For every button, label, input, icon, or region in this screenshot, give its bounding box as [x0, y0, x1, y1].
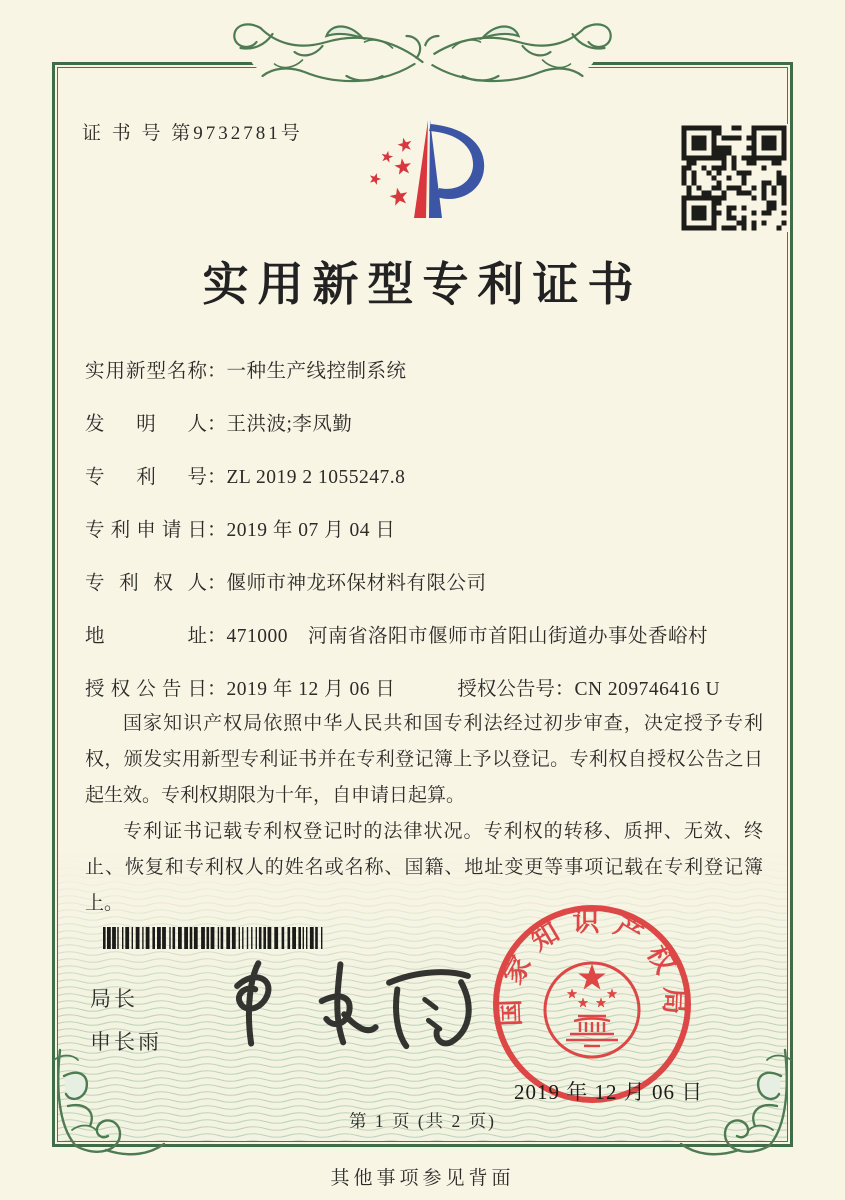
field-grant-number: 授权公告号 ： CN 209746416 U	[457, 676, 720, 703]
legal-paragraph-1: 国家知识产权局依照中华人民共和国专利法经过初步审查，决定授予专利权，颁发实用新型专利证书并在专利登记簿上予以登记。专利权自授权公告之日起生效。专利权期限为十年，自申请日起算。	[85, 713, 763, 806]
field-value: 王洪波;李凤勤	[226, 414, 353, 435]
director-title: 局长	[90, 987, 138, 1011]
field-value: 一种生产线控制系统	[226, 361, 407, 382]
legal-text	[85, 706, 763, 922]
field-label: 授权公告日	[85, 679, 207, 700]
issue-date: 2019 年 12 月 06 日	[514, 1080, 704, 1104]
qr-code	[680, 124, 788, 232]
field-value: 偃师市神龙环保材料有限公司	[226, 573, 487, 594]
field-label: 专利号	[85, 467, 207, 488]
dragon-ornament	[225, 12, 620, 94]
certificate-title: 实用新型专利证书	[202, 259, 643, 310]
field-patentee: 专利权人 ： 偃师市神龙环保材料有限公司	[85, 570, 765, 597]
director-signature-handwriting	[220, 938, 485, 1082]
back-side-note: 其他事项参见背面	[330, 1168, 515, 1189]
field-value: 471000 河南省洛阳市偃师市首阳山街道办事处香峪村	[226, 626, 709, 647]
certificate-number: 证 书 号 第9732781号	[82, 123, 303, 144]
field-application-date: 专利申请日 ： 2019 年 07 月 04 日	[85, 517, 765, 544]
field-value: 2019 年 12 月 06 日	[226, 679, 396, 700]
field-address: 地址 ： 471000 河南省洛阳市偃师市首阳山街道办事处香峪村	[85, 623, 765, 650]
field-value: CN 209746416 U	[574, 679, 721, 700]
field-label: 实用新型名称	[85, 361, 207, 382]
cnipa-logo-icon	[338, 114, 513, 238]
field-label: 发明人	[85, 414, 207, 435]
corner-flourish-right-icon	[679, 1046, 799, 1166]
svg-text:国家知识产权局: 国家知识产权局	[494, 907, 690, 1027]
legal-paragraph-2: 专利证书记载专利权登记时的法律状况。专利权的转移、质押、无效、终止、恢复和专利权人的姓名或名称、国籍、地址变更等事项记载在专利登记簿上。	[85, 821, 763, 914]
field-list	[85, 358, 765, 729]
field-grant-announcement: 授权公告日 ： 2019 年 12 月 06 日 授权公告号 ： CN 209746416 U	[85, 676, 765, 703]
director-name: 申长雨	[90, 1030, 162, 1054]
field-label: 授权公告号	[457, 679, 555, 700]
field-label: 专利申请日	[85, 520, 207, 541]
field-label: 专利权人	[85, 573, 207, 594]
corner-flourish-left-icon	[46, 1046, 166, 1166]
field-value: 2019 年 07 月 04 日	[226, 520, 396, 541]
field-utility-model-name: 实用新型名称 ： 一种生产线控制系统	[85, 358, 765, 385]
field-value: ZL 2019 2 1055247.8	[226, 467, 406, 488]
field-label: 地址	[85, 626, 207, 647]
page-number: 第 1 页 (共 2 页)	[348, 1111, 497, 1131]
field-inventor: 发明人 ： 王洪波;李凤勤	[85, 411, 765, 438]
field-patent-number: 专利号 ： ZL 2019 2 1055247.8	[85, 464, 765, 491]
